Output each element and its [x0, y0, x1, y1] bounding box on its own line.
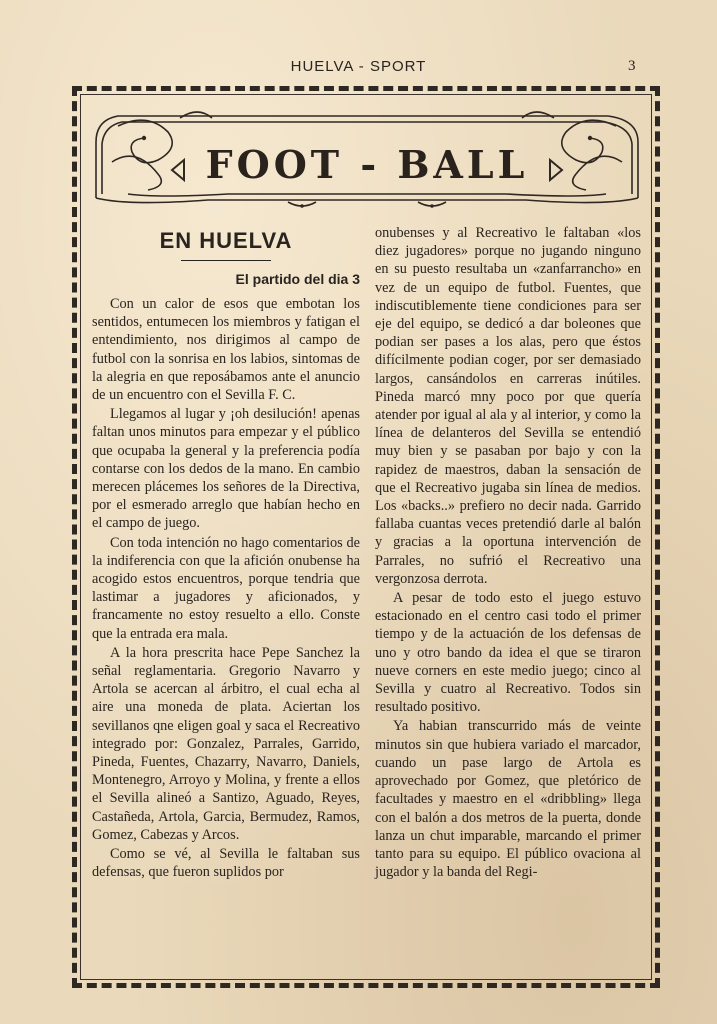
paragraph: Como se vé, al Sevilla le faltaban sus defensas, que fueron suplidos por — [92, 846, 360, 881]
paragraph: Con un calor de esos que embotan los sentidos, entumecen los miembros y fatigan el entendimiento, nos dirigimos al campo de futbol con la sonrisa en los labios, sintomas de la alegria en que reposábamos ante el anuncio de un encuentro con el Sevilla F. C. — [92, 296, 360, 404]
paragraph: Llegamos al lugar y ¡oh desilución! apenas faltan unos minutos para empezar y el público que ocupaba la general y la preferencia podía contarse con los dedos de la mano. En cambio merecen plácemes los señores de la Directiva, por el esmerado arreglo que habían hecho en el campo de juego. — [92, 406, 360, 532]
right-column — [375, 224, 641, 882]
title-rule — [181, 260, 271, 261]
paragraph: Con toda intención no hago comentarios de la indiferencia con que la afición onubense ha acogido estos encuentros, porque tendria que lastimar a jugadores y aficionados, y francamente no estoy resuelto a ello. Conste que la entrada era mala. — [92, 534, 360, 642]
banner-title: FOOT - BALL — [205, 142, 529, 187]
paragraph: onubenses y al Recreativo le faltaban «los diez jugadores» porque no jugando ninguno en su puesto resultaba un «zanfarrancho» en vez de un equipo de futbol. Fuentes, que indiscutiblemente tiene condiciones para ser eje del equipo, se dedicó a dar boleones que podian ser pases a los alas, pero que éstos difícilmente podian coger, por ser demasiado largos, cansándolos en carreras inútiles. Pineda marcó mny poco por que quería atender por igual al ala y al interior, y como la línea de delanteros del Sevilla se entendió muy bien y se pasaban por bajo y con la rapidez de maestros, daban la sensación de que el Recreativo jugaba sin línea de medios. Los «backs..» prefiero no decir nada. Garrido fallaba cuantas veces pretendió darle al balón y gracias a la oportuna intervención de Parrales, no sufrió el Recreativo una vergonzosa derrota. — [375, 225, 641, 587]
paragraph: A pesar de todo esto el juego estuvo estacionado en el centro casi todo el primer tiempo y de la actuación de los defensas de uno y otro bando da idea el que se tiraron nueve corners en este medio juego; cinco al Sevilla y cuatro al Recreativo. Todos sin resultado positivo. — [375, 590, 641, 716]
section-banner — [88, 102, 646, 214]
paragraph: Ya habian transcurrido más de veinte minutos sin que hubiera variado el marcador, cuando un pase largo de Artola es aprovechado por Gomez, que pletórico de facultades y maestro en el «dribbling» llega con el balón a dos metros de la puerta, donde lanza un chut imparable, marcando el primer tanto para su equipo. El público ovaciona al jugador y la banda del Regi- — [375, 718, 641, 881]
paragraph: A la hora prescrita hace Pepe Sanchez la señal reglamentaria. Gregorio Navarro y Artola se acercan al árbitro, el cual echa al aire una moneda de plata. Aciertan los sevillanos qne eligen goal y saca el Recreativo integrado por: Gonzalez, Parrales, Garrido, Pineda, Fuentes, Chazarry, Navarro, Daniels, Montenegro, Arroyo y Molina, y frente a ellos el Sevilla alineó a Santizo, Aguado, Reyes, Castañeda, Artola, Garcia, Bermudez, Ramos, Gomez, Cabezas y Arcos. — [92, 644, 360, 843]
article-subtitle: El partido del dia 3 — [235, 271, 360, 287]
article-title: EN HUELVA — [159, 228, 293, 253]
page-number: 3 — [628, 58, 636, 74]
running-head: HUELVA - SPORT — [290, 58, 427, 75]
left-column — [92, 224, 360, 883]
